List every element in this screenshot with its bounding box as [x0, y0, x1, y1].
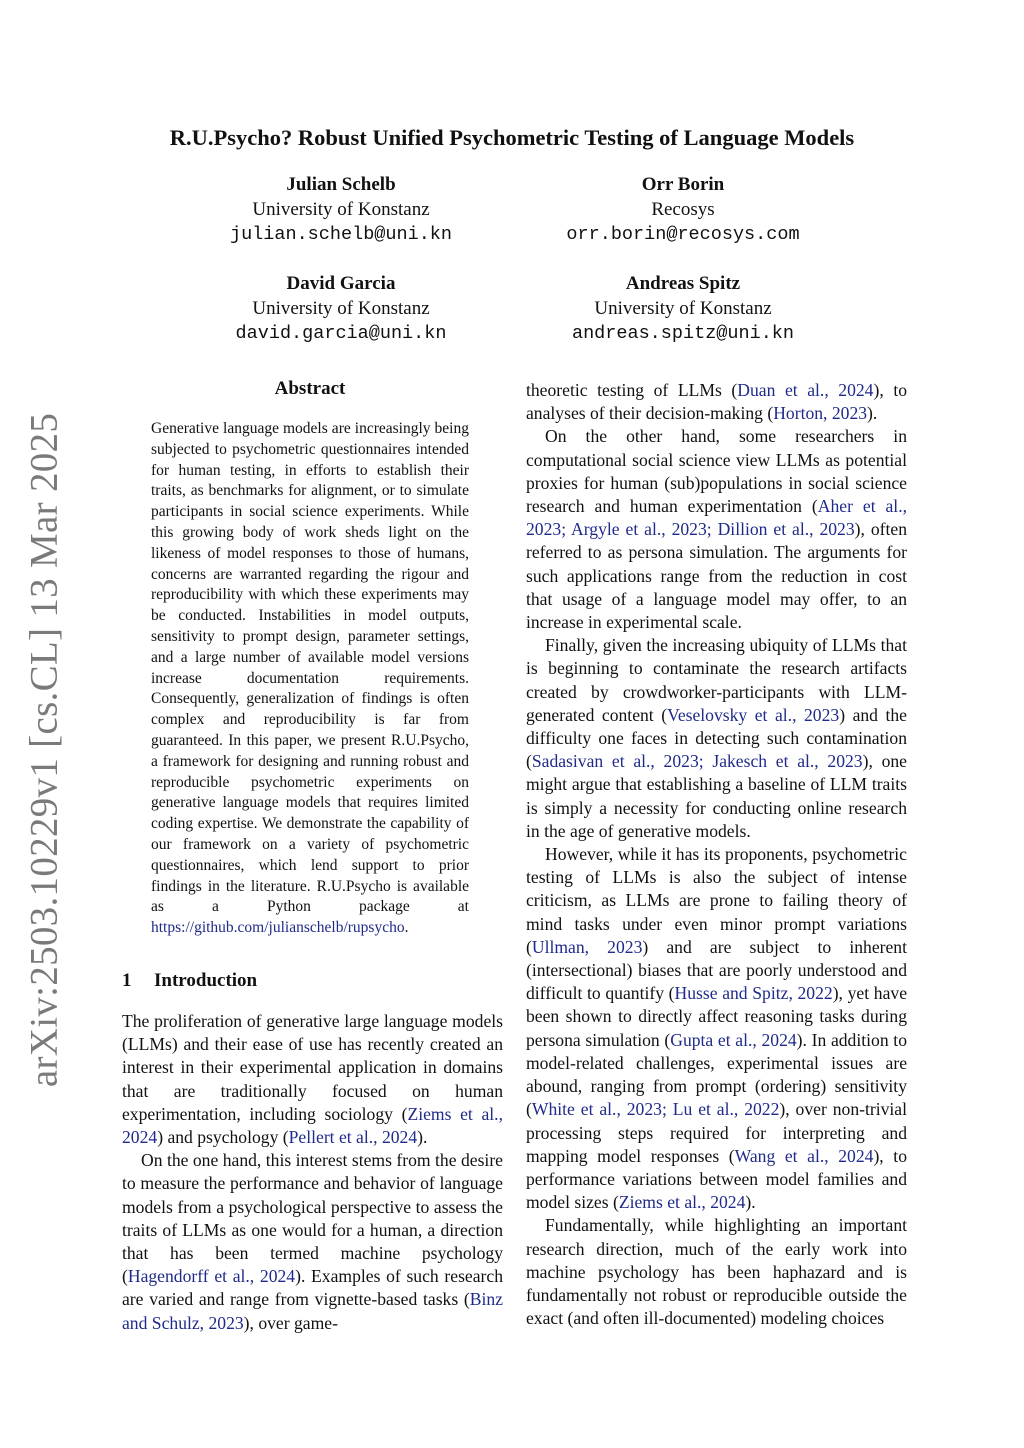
author-block [513, 271, 853, 346]
author-name: Orr Borin [641, 174, 725, 195]
citation-link[interactable]: Veselovsky et al., 2023 [667, 704, 840, 725]
paragraph: However, while it has its proponents, psychometric testing of LLMs is also the subject of intense criticism, as LLMs are prone to failing theory of mind tasks under even minor prompt variations (Ullman, 2023) and are subject to inherent (intersectional) biases that are poorly understood and difficult to quantify (Husse and Spitz, 2022), yet have been shown to directly affect reasoning tasks during persona simulation (Gupta et al., 2024). In addition to model-related challenges, experimental issues are abound, ranging from prompt (ordering) sensitivity (White et al., 2023; Lu et al., 2022), over non-trivial processing steps required for interpreting and mapping model responses (Wang et al., 2024), to performance variations between model families and model sizes (Ziems et al., 2024). [526, 844, 907, 1213]
author-name: Andreas Spitz [625, 273, 741, 294]
author-email[interactable]: julian.schelb@uni.kn [229, 224, 453, 245]
citation-link[interactable]: Sadasivan et al., 2023; Jakesch et al., 2023 [531, 751, 863, 772]
citation-link[interactable]: Gupta et al., 2024 [670, 1029, 797, 1050]
arxiv-identifier: arXiv:2503.10229v1 [cs.CL] 13 Mar 2025 [22, 412, 66, 1088]
author-affiliation: University of Konstanz [252, 298, 430, 319]
author-affiliation: Recosys [651, 199, 715, 220]
section-number: 1 [122, 970, 132, 991]
author-block [171, 271, 511, 346]
citation-link[interactable]: Hagendorff et al., 2024 [127, 1266, 296, 1287]
abstract-body: Generative language models are increasingly being subjected to psychometric questionnaires intended for human testing, in efforts to establish their traits, as benchmarks for alignment, or to simulate participants in social science experiments. While this growing body of work sheds light on the likeness of model responses to those of humans, concerns are warranted regarding the rigour and reproducibility with which these experiments may be conducted. Instabilities in model outputs, sensitivity to prompt design, parameter settings, and a large number of available model versions increase documentation requirements. Consequently, generalization of findings is often complex and reproducibility is far from guaranteed. In this paper, we present R.U.Psycho, a framework for designing and running robust and reproducible psychometric experiments on generative language models that requires limited coding expertise. We demonstrate the capability of our framework on a variety of psychometric questionnaires, which lend support to prior findings in the literature. R.U.Psycho is available as a Python package at https://github.com/julianschelb/rupsycho. [151, 420, 469, 937]
citation-link[interactable]: Aher et al., 2023; Argyle et al., 2023; Dillion et al., 2023 [526, 496, 907, 540]
author-block [513, 172, 853, 247]
citation-link[interactable]: Duan et al., 2024 [737, 380, 874, 400]
author-name: David Garcia [286, 273, 396, 294]
paragraph: The proliferation of generative large language models (LLMs) and their ease of use has recently created an interest in their experimental application in domains that are traditionally focused on human experimentation, including sociology (Ziems et al., 2024) and psychology (Pellert et al., 2024). [122, 1011, 503, 1148]
section-heading [122, 970, 257, 992]
paragraph: Fundamentally, while highlighting an important research direction, much of the early work into machine psychology has been haphazard and is fundamentally not robust or reproducible outside the exact (and often ill-documented) modeling choices [526, 1215, 907, 1329]
author-name: Julian Schelb [286, 174, 396, 195]
citation-link[interactable]: Horton, 2023 [773, 403, 868, 424]
paragraph: On the other hand, some researchers in computational social science view LLMs as potential proxies for human (sub)populations in social science research and human experimentation (Aher et al., 2023; Argyle et al., 2023; Dillion et al., 2023), often referred to as persona simulation. The arguments for such applications range from the reduction in cost that usage of a language model may offer, to an increase in experimental scale. [526, 426, 908, 633]
paragraph: Finally, given the increasing ubiquity of LLMs that is beginning to contaminate the research artifacts created by crowdworker-participants with LLM-generated content (Veselovsky et al., 2023) and the difficulty one faces in detecting such contamination (Sadasivan et al., 2023; Jakesch et al., 2023), one might argue that establishing a baseline of LLM traits is simply a necessity for conducting online research in the age of generative models. [526, 635, 907, 841]
citation-link[interactable]: Ziems et al., 2024 [122, 1103, 503, 1148]
citation-link[interactable]: Pellert et al., 2024 [288, 1127, 418, 1148]
author-email[interactable]: orr.borin@recosys.com [566, 224, 800, 245]
citation-link[interactable]: Wang et al., 2024 [734, 1145, 874, 1166]
author-email[interactable]: andreas.spitz@uni.kn [571, 323, 795, 344]
abstract-text: Generative language models are increasingly being subjected to psychometric questionnaires intended for human testing, in efforts to establish their traits, as benchmarks for alignment, or to simulate participants in social science experiments. While this growing body of work sheds light on the likeness of model responses to those of humans, concerns are warranted regarding the rigour and reproducibility with which these experiments may be conducted. Instabilities in model outputs, sensitivity to prompt design, parameter settings, and a large number of available model versions increase documentation requirements. Consequently, generalization of findings is often complex and reproducibility is far from guaranteed. In this paper, we present R.U.Psycho, a framework for designing and running robust and reproducible psychometric experiments on generative language models that requires limited coding expertise. We demonstrate the capability of our framework on a variety of psychometric questionnaires, which lend support to prior findings in the literature. R.U.Psycho is available as a Python package at [151, 420, 469, 916]
paragraph: theoretic testing of LLMs (Duan et al., 2024), to analyses of their decision-making (Horton, 2023). [526, 380, 908, 424]
citation-link[interactable]: White et al., 2023; Lu et al., 2022 [531, 1099, 780, 1120]
citation-link[interactable]: Ullman, 2023 [531, 936, 643, 957]
author-affiliation: University of Konstanz [252, 199, 430, 220]
paragraph: On the one hand, this interest stems from the desire to measure the performance and behavior of language models from a psychological perspective to assess the traits of LLMs as one would for a human, a direction that has been termed machine psychology (Hagendorff et al., 2024). Examples of such research are varied and range from vignette-based tasks (Binz and Schulz, 2023), over game- [122, 1150, 504, 1333]
citation-link[interactable]: Husse and Spitz, 2022 [674, 983, 833, 1004]
author-block [171, 172, 511, 247]
right-column [526, 379, 907, 1330]
citation-link[interactable]: Binz and Schulz, 2023 [122, 1289, 503, 1333]
section-title: Introduction [154, 970, 258, 991]
author-affiliation: University of Konstanz [594, 298, 772, 319]
github-link[interactable]: https://github.com/julianschelb/rupsycho [151, 919, 405, 937]
citation-link[interactable]: Ziems et al., 2024 [618, 1192, 746, 1213]
left-column [122, 1010, 503, 1335]
paper-title: R.U.Psycho? Robust Unified Psychometric Testing of Language Models [169, 125, 855, 150]
abstract-heading: Abstract [274, 378, 346, 399]
author-email[interactable]: david.garcia@uni.kn [235, 323, 447, 344]
